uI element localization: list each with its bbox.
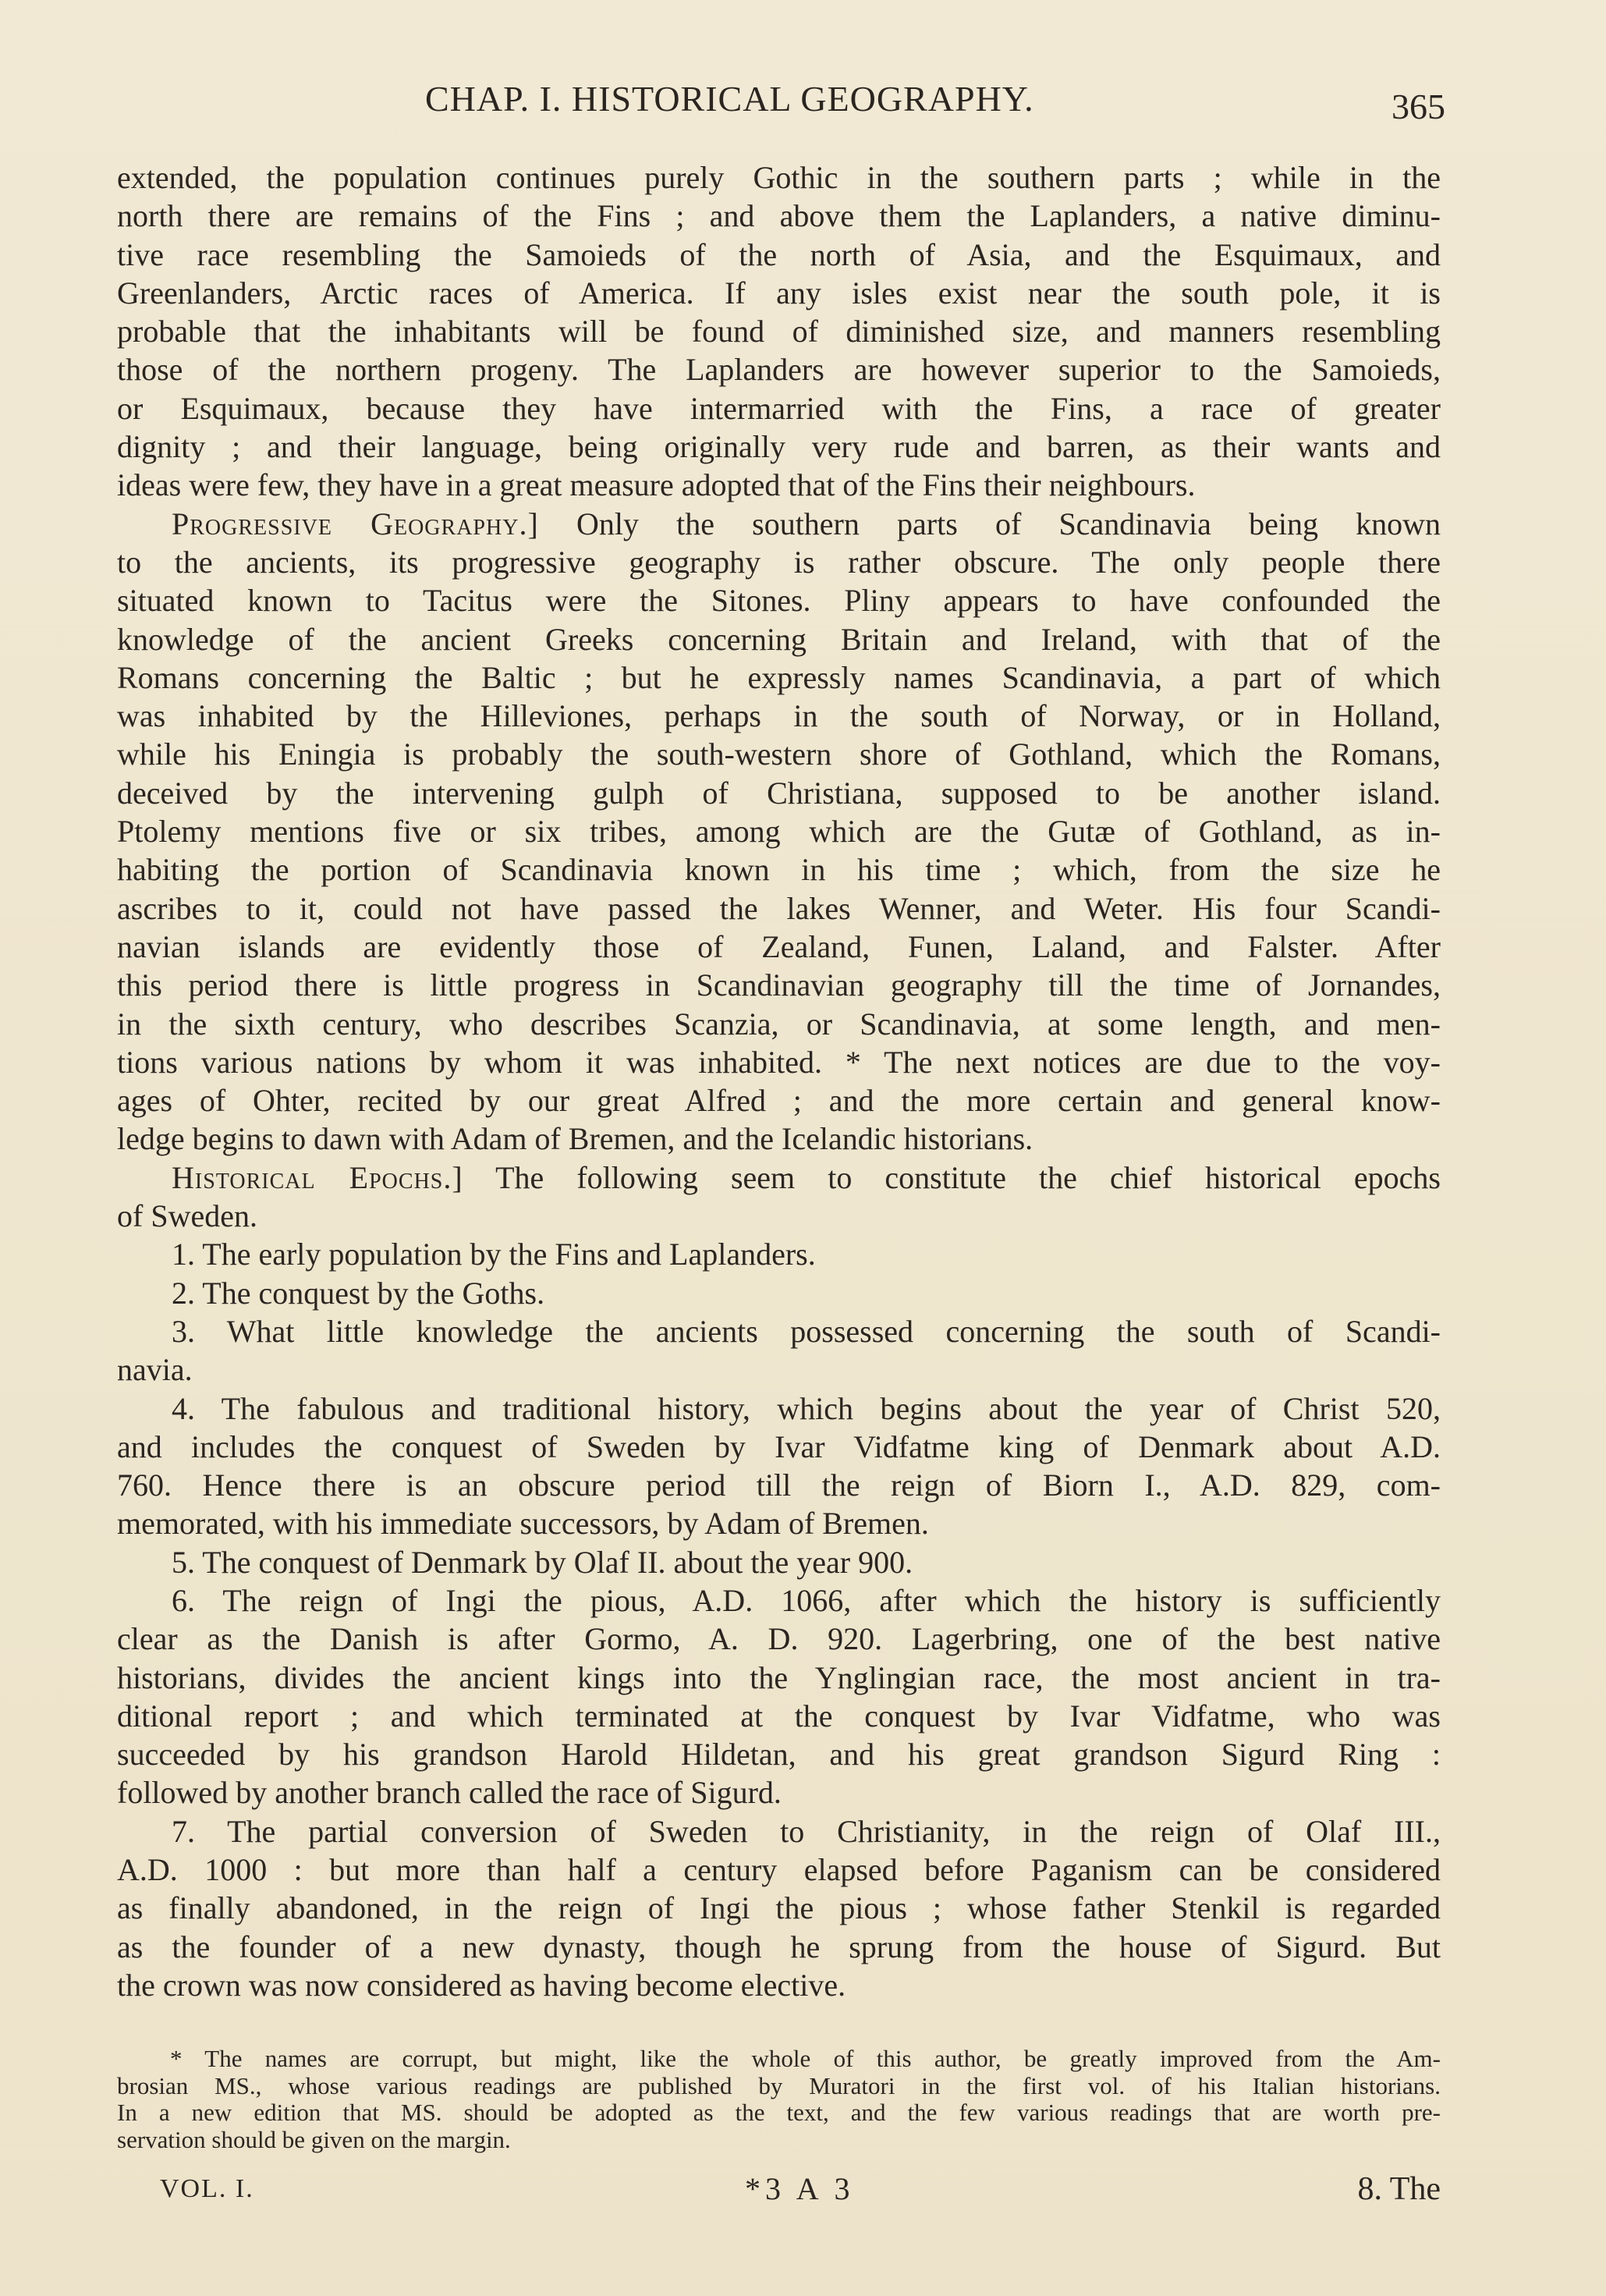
text-line: clear as the Danish is after Gormo, A. D. 920. Lagerbring, one of the best native (117, 1621, 1441, 1657)
side-head-historical-epochs: Historical Epochs.] (172, 1159, 463, 1195)
epoch-item-5: 5. The conquest of Denmark by Olaf II. about the year 900. (172, 1544, 913, 1580)
text-line: memorated, with his immediate successors, by Adam of Bremen. (117, 1506, 929, 1542)
text-line: 760. Hence there is an obscure period till the reign of Biorn I., A.D. 829, com- (117, 1467, 1441, 1503)
footnote-line: servation should be given on the margin. (117, 2125, 511, 2153)
text-line: as finally abandoned, in the reign of Ingi the pious ; whose father Stenkil is regarded (117, 1890, 1441, 1926)
main-text (117, 158, 1441, 2004)
page-footer (117, 2170, 1441, 2209)
text-line: probable that the inhabitants will be found of diminished size, and manners resembling (117, 314, 1441, 350)
text-line: was inhabited by the Hilleviones, perhaps in the south of Norway, or in Holland, (117, 698, 1441, 734)
footnote (117, 2046, 1441, 2153)
text-line: Ptolemy mentions five or six tribes, among which are the Gutæ of Gothland, as in- (117, 814, 1441, 850)
text-line: to the ancients, its progressive geography is rather obscure. The only people there (117, 544, 1441, 580)
epoch-item-1: 1. The early population by the Fins and Laplanders. (172, 1237, 816, 1272)
footnote-line: In a new edition that MS. should be adopted as the text, and the few various readings that are worth pre- (117, 2099, 1441, 2126)
text-line: ascribes to it, could not have passed the lakes Wenner, and Weter. His four Scandi- (117, 890, 1441, 926)
page-number: 365 (1392, 87, 1445, 126)
epoch-item-7: 7. The partial conversion of Sweden to Christianity, in the reign of Olaf III., (172, 1813, 1441, 1849)
text-line: this period there is little progress in Scandinavian geography till the time of Jornandes, (117, 967, 1441, 1003)
text-line: north there are remains of the Fins ; and above them the Laplanders, a native diminu- (117, 198, 1441, 234)
text-line: as the founder of a new dynasty, though he sprung from the house of Sigurd. But (117, 1929, 1441, 1964)
text-line: those of the northern progeny. The Laplanders are however superior to the Samoieds, (117, 352, 1441, 388)
footnote-line: * The names are corrupt, but might, like the whole of this author, be greatly improved from the Am- (170, 2045, 1441, 2072)
text-line: dignity ; and their language, being originally very rude and barren, as their wants and (117, 429, 1441, 465)
signature-mark: *3 A 3 (745, 2171, 855, 2206)
text-line: deceived by the intervening gulph of Christiana, supposed to be another island. (117, 775, 1441, 811)
text-line: A.D. 1000 : but more than half a century elapsed before Paganism can be considered (117, 1852, 1441, 1888)
text-line: the crown was now considered as having become elective. (117, 1967, 846, 2003)
text-line: or Esquimaux, because they have intermarried with the Fins, a race of greater (117, 390, 1441, 426)
text-line: situated known to Tacitus were the Sitones. Pliny appears to have confounded the (117, 583, 1441, 619)
text-line: ditional report ; and which terminated at the conquest by Ivar Vidfatme, who was (117, 1698, 1441, 1734)
side-head-progressive-geography: Progressive Geography.] (172, 506, 539, 541)
epoch-item-2: 2. The conquest by the Goths. (172, 1275, 545, 1311)
text-line: Only the southern parts of Scandinavia being known (576, 506, 1441, 541)
epoch-item-4: 4. The fabulous and traditional history, which begins about the year of Christ 520, (172, 1390, 1441, 1426)
page-header (117, 78, 1443, 133)
text-line: in the sixth century, who describes Scanzia, or Scandinavia, at some length, and men- (117, 1006, 1441, 1042)
text-line: navian islands are evidently those of Zealand, Funen, Laland, and Falster. After (117, 928, 1441, 964)
epoch-item-6: 6. The reign of Ingi the pious, A.D. 1066, after which the history is sufficiently (172, 1582, 1441, 1618)
text-line: habiting the portion of Scandinavia known in his time ; which, from the size he (117, 852, 1441, 888)
text-line: ideas were few, they have in a great measure adopted that of the Fins their neighbours. (117, 467, 1196, 503)
text-line: succeeded by his grandson Harold Hildetan, and his great grandson Sigurd Ring : (117, 1737, 1441, 1773)
text-line: tions various nations by whom it was inhabited. * The next notices are due to the voy- (117, 1044, 1441, 1080)
text-line: Romans concerning the Baltic ; but he expressly names Scandinavia, a part of which (117, 659, 1441, 695)
text-line: while his Eningia is probably the south-western shore of Gothland, which the Romans, (117, 736, 1441, 772)
catchword: 8. The (1357, 2171, 1441, 2207)
epoch-item-3: 3. What little knowledge the ancients possessed concerning the south of Scandi- (172, 1313, 1441, 1349)
text-line: Greenlanders, Arctic races of America. If any isles exist near the south pole, it is (117, 275, 1441, 311)
text-line: tive race resembling the Samoieds of the north of Asia, and the Esquimaux, and (117, 236, 1441, 272)
text-line: historians, divides the ancient kings into the Ynglingian race, the most ancient in tra- (117, 1659, 1441, 1695)
footnote-line: brosian MS., whose various readings are published by Muratori in the first vol. of his Italian historians. (117, 2071, 1441, 2099)
running-head: CHAP. I. HISTORICAL GEOGRAPHY. (425, 79, 1034, 119)
text-line: of Sweden. (117, 1198, 257, 1234)
text-line: extended, the population continues purely Gothic in the southern parts ; while in the (117, 160, 1441, 195)
text-line: The following seem to constitute the chief historical epochs (495, 1159, 1441, 1195)
text-line: ledge begins to dawn with Adam of Bremen, and the Icelandic historians. (117, 1121, 1033, 1157)
text-line: and includes the conquest of Sweden by Ivar Vidfatme king of Denmark about A.D. (117, 1428, 1441, 1464)
text-line: knowledge of the ancient Greeks concerning Britain and Ireland, with that of the (117, 621, 1441, 657)
paragraph-historical-epochs (117, 1159, 1441, 1197)
paragraph-progressive-geography (117, 505, 1441, 543)
text-line: ages of Ohter, recited by our great Alfred ; and the more certain and general know- (117, 1083, 1441, 1119)
volume-label: VOL. I. (160, 2174, 254, 2203)
text-line: navia. (117, 1352, 193, 1388)
text-line: followed by another branch called the race of Sigurd. (117, 1775, 782, 1811)
